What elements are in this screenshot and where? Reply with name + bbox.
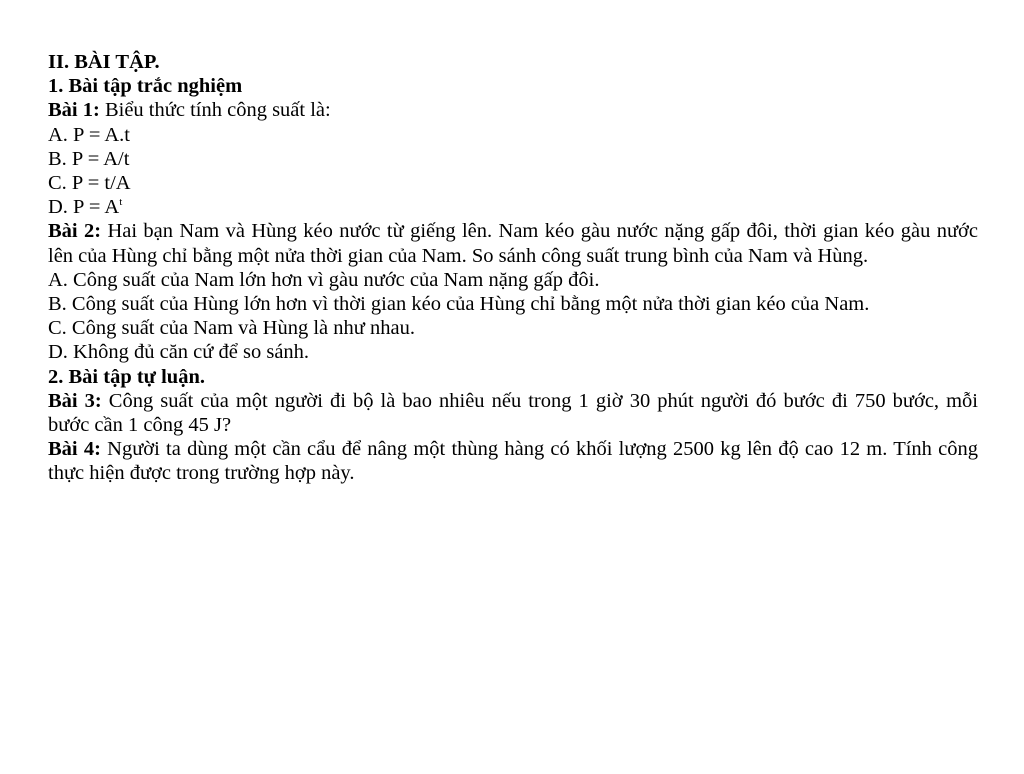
question-2-text: Hai bạn Nam và Hùng kéo nước từ giếng lên. Nam kéo gàu nước nặng gấp đôi, thời gian kéo gàu nước lên của Hùng chỉ bằng một nửa thời gian của Nam. So sánh công suất trung bình của Nam và Hùng. xyxy=(48,220,978,267)
question-2-option-c: C. Công suất của Nam và Hùng là như nhau. xyxy=(48,317,415,340)
question-2-option-d: D. Không đủ căn cứ để so sánh. xyxy=(48,341,310,364)
part1-title: 1. Bài tập trắc nghiệm xyxy=(48,75,243,98)
question-4-label: Bài 4: xyxy=(48,438,101,461)
question-2-label: Bài 2: xyxy=(48,220,102,243)
section-title: II. BÀI TẬP. xyxy=(48,51,160,73)
question-2 xyxy=(48,219,978,267)
question-1-option-b: B. P = A/t xyxy=(48,147,130,170)
question-1-option-c: C. P = t/A xyxy=(48,172,131,195)
question-1 xyxy=(48,98,978,122)
question-1-text: Biểu thức tính công suất là: xyxy=(99,99,331,122)
question-1-label: Bài 1: xyxy=(48,99,100,122)
question-1-option-d-base: D. P = A xyxy=(48,196,120,219)
question-1-option-d-superscript: t xyxy=(119,196,123,209)
question-4 xyxy=(48,437,978,485)
question-2-option-b: B. Công suất của Hùng lớn hơn vì thời gian kéo của Hùng chỉ bằng một nửa thời gian kéo của Nam. xyxy=(48,293,870,316)
question-1-option-a: A. P = A.t xyxy=(48,123,130,146)
question-4-text: Người ta dùng một cần cẩu để nâng một thùng hàng có khối lượng 2500 kg lên độ cao 12 m. Tính công thực hiện được trong trường hợp này. xyxy=(48,438,978,485)
question-3-text: Công suất của một người đi bộ là bao nhiêu nếu trong 1 giờ 30 phút người đó bước đi 750 bước, mỗi bước cần 1 công 45 J? xyxy=(48,389,978,437)
question-3 xyxy=(48,389,978,437)
question-1-option-d xyxy=(48,195,978,219)
question-2-option-a: A. Công suất của Nam lớn hơn vì gàu nước của Nam nặng gấp đôi. xyxy=(48,268,600,291)
part2-title: 2. Bài tập tự luận. xyxy=(48,365,205,388)
document-page xyxy=(48,50,978,486)
question-3-label: Bài 3: xyxy=(48,389,102,412)
